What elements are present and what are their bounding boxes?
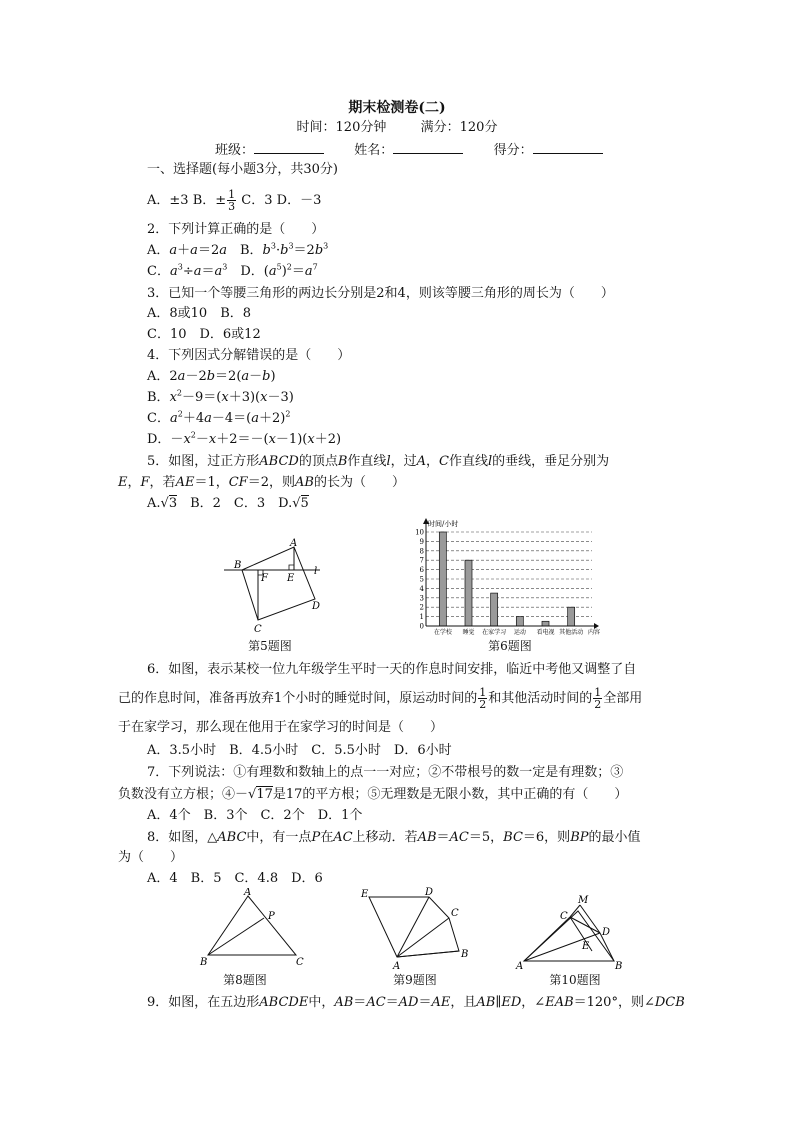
q6-line3: 于在家学习，那么现在他用于在家学习的时间是（ ） [118, 720, 444, 735]
svg-text:B: B [200, 957, 208, 968]
svg-text:l: l [314, 566, 318, 577]
figure-8 [198, 888, 310, 970]
q1-options [147, 188, 321, 214]
y-tick-label: 0 [419, 622, 424, 631]
x-tick-label: 看电视 [536, 629, 555, 636]
section-heading: 一、选择题(每小题3分，共30分) [147, 162, 338, 177]
svg-text:E: E [361, 889, 369, 900]
q1-fraction [227, 189, 236, 212]
q4-option-c: C．$a^2+4a-4=(a+2)^2$ [147, 409, 291, 426]
q6-line2-part1: 己的作息时间，准备再放弃1个小时的睡觉时间，原运动时间的 [118, 691, 478, 706]
q7-radicand: 17 [256, 787, 273, 802]
bar-睡觉 [465, 560, 472, 626]
q5-prefix: 5．如图，过正方形 [147, 454, 260, 469]
figure-6-chart [410, 518, 600, 636]
y-tick-label: 3 [419, 594, 424, 603]
svg-text:D: D [425, 887, 434, 898]
q4-option-a: A．2a－2b＝2(a－b) [147, 369, 276, 384]
x-tick-label: 其他活动 [559, 629, 584, 636]
svg-text:M: M [578, 895, 589, 906]
q3-stem: 3．已知一个等腰三角形的两边长分别是2和4，则该等腰三角形的周长为（ ） [147, 286, 614, 301]
q7-line2-part2: 是17的平方根；⑤无理数是无限小数，其中正确的有（ ） [272, 787, 628, 802]
q2-options-ab: A．a＋a＝2a B．$b^3\cdot b^3=2b^3$ [147, 241, 329, 258]
fraction-denominator: 3 [228, 200, 236, 213]
student-info [215, 140, 603, 161]
y-tick-label: 9 [419, 537, 424, 546]
class-field[interactable] [254, 140, 324, 154]
q8-options: A．4 B．5 C．4.8 D．6 [147, 871, 323, 886]
figure-5-caption: 第5题图 [248, 639, 292, 653]
svg-text:F: F [261, 573, 268, 584]
svg-text:E: E [287, 573, 295, 584]
x-tick-label: 在学校 [433, 629, 452, 636]
class-label: 班级： [215, 143, 255, 158]
page-title: 期末检测卷(二) [348, 100, 446, 116]
time-limit: 时间：120分钟 [296, 120, 387, 135]
q6-fraction-2 [593, 687, 602, 710]
y-tick-label: 1 [419, 613, 424, 622]
q5-options: A.√3 B．2 C．3 D.√5 [147, 496, 309, 511]
q3-options-ab: A．8或10 B．8 [147, 306, 252, 321]
figure-9-caption: 第9题图 [393, 973, 437, 987]
fraction-numerator: 1 [228, 188, 236, 201]
exam-info [0, 118, 794, 138]
name-label: 姓名： [354, 143, 394, 158]
y-tick-label: 5 [419, 575, 424, 584]
svg-text:B: B [234, 560, 242, 571]
bar-看电视 [542, 621, 549, 626]
y-tick-label: 2 [419, 603, 424, 612]
bar-运动 [516, 617, 523, 626]
q2-options-cd: C．$a^3\div a=a^3$ D．$(a^5)^2=a^7$ [147, 262, 318, 279]
svg-text:B: B [615, 961, 623, 971]
svg-text:A: A [290, 538, 298, 549]
figure-9 [355, 885, 485, 975]
bar-在家学习 [491, 593, 498, 626]
q4-stem: 4．下列因式分解错误的是（ ） [147, 348, 351, 363]
svg-text:A: A [393, 961, 401, 972]
q7-line2-part1: 负数没有立方根；④－ [118, 787, 249, 802]
figure-8-caption: 第8题图 [223, 973, 267, 987]
svg-text:P: P [268, 911, 275, 922]
q4-option-d: D．$-x^2-x+2=-(x-1)(x+2)$ [147, 430, 342, 447]
q9-line1: 9．如图，在五边形ABCDE中，AB＝AC＝AD＝AE，且AB∥ED，∠EAB＝120°，则∠DCB [147, 995, 685, 1010]
svg-text:D: D [602, 927, 611, 938]
q3-options-cd: C．10 D．6或12 [147, 327, 261, 342]
svg-text:A: A [516, 961, 524, 971]
y-tick-label: 7 [419, 556, 424, 565]
fraction-numerator: 1 [479, 686, 487, 699]
figure-6-caption: 第6题图 [488, 639, 532, 653]
bar-在学校 [439, 532, 446, 626]
q5-line2: E，F，若AE＝1，CF＝2，则AB的长为（ ） [118, 475, 405, 490]
bar-其他活动 [568, 607, 575, 626]
svg-text:C: C [451, 908, 459, 919]
q6-line2 [118, 685, 642, 713]
svg-text:E: E [582, 941, 590, 952]
x-tick-label: 运动 [513, 629, 526, 636]
svg-text:C: C [254, 624, 262, 635]
q6-line2-part3: 全部用 [603, 691, 643, 706]
q8-line2: 为（ ） [118, 850, 184, 865]
q1-option-a: A．±3 [147, 193, 189, 208]
x-tick-label: 在家学习 [482, 629, 507, 636]
q4-option-b: B．$x^2-9=(x+3)(x-3)$ [147, 388, 294, 405]
full-score: 满分：120分 [420, 120, 498, 135]
q7-line1: 7．下列说法：①有理数和数轴上的点一一对应；②不带根号的数一定是有理数；③ [147, 765, 624, 780]
figure-10-caption: 第10题图 [549, 973, 601, 987]
q6-line1: 6．如图，表示某校一位九年级学生平时一天的作息时间安排，临近中考他又调整了自 [147, 662, 637, 677]
svg-text:C: C [296, 957, 304, 968]
fraction-numerator: 1 [594, 686, 602, 699]
y-tick-label: 10 [415, 528, 424, 537]
q1-option-d: D．－3 [276, 193, 322, 208]
svg-text:C: C [560, 911, 568, 922]
q7-options: A．4个 B．3个 C．2个 D．1个 [147, 808, 363, 823]
q6-line2-part2: 和其他活动时间的 [488, 691, 593, 706]
figure-5 [220, 535, 330, 635]
q5-line1: 5．如图，过正方形ABCD的顶点B作直线l，过A，C作直线l的垂线，垂足分别为 [147, 454, 610, 469]
fraction-denominator: 2 [479, 698, 487, 711]
q8-line1: 8．如图，△ABC中，有一点P在AC上移动．若AB＝AC＝5，BC＝6，则BP的最小值 [147, 830, 641, 845]
svg-text:B: B [461, 949, 469, 960]
q6-options: A．3.5小时 B．4.5小时 C．5.5小时 D．6小时 [147, 743, 452, 758]
y-tick-label: 4 [419, 584, 424, 593]
points-label: 得分： [493, 143, 533, 158]
q6-fraction-1 [478, 687, 487, 710]
svg-text:A: A [244, 888, 252, 898]
q1-option-b: B．± [192, 193, 227, 208]
fraction-denominator: 2 [594, 698, 602, 711]
name-field[interactable] [393, 140, 463, 154]
y-tick-label: 8 [419, 547, 424, 556]
y-tick-label: 6 [419, 566, 424, 575]
figure-10 [512, 893, 632, 971]
q7-line2: 负数没有立方根；④－√17是17的平方根；⑤无理数是无限小数，其中正确的有（ ） [118, 787, 628, 802]
q1-option-c: C．3 [241, 193, 273, 208]
q2-stem: 2．下列计算正确的是（ ） [147, 222, 325, 237]
points-field[interactable] [533, 140, 603, 154]
svg-text:D: D [312, 601, 321, 612]
x-tick-label: 睡觉 [462, 629, 475, 636]
chart-title: 时间/小时 [428, 520, 459, 528]
x-axis-label: 内容 [588, 629, 600, 636]
